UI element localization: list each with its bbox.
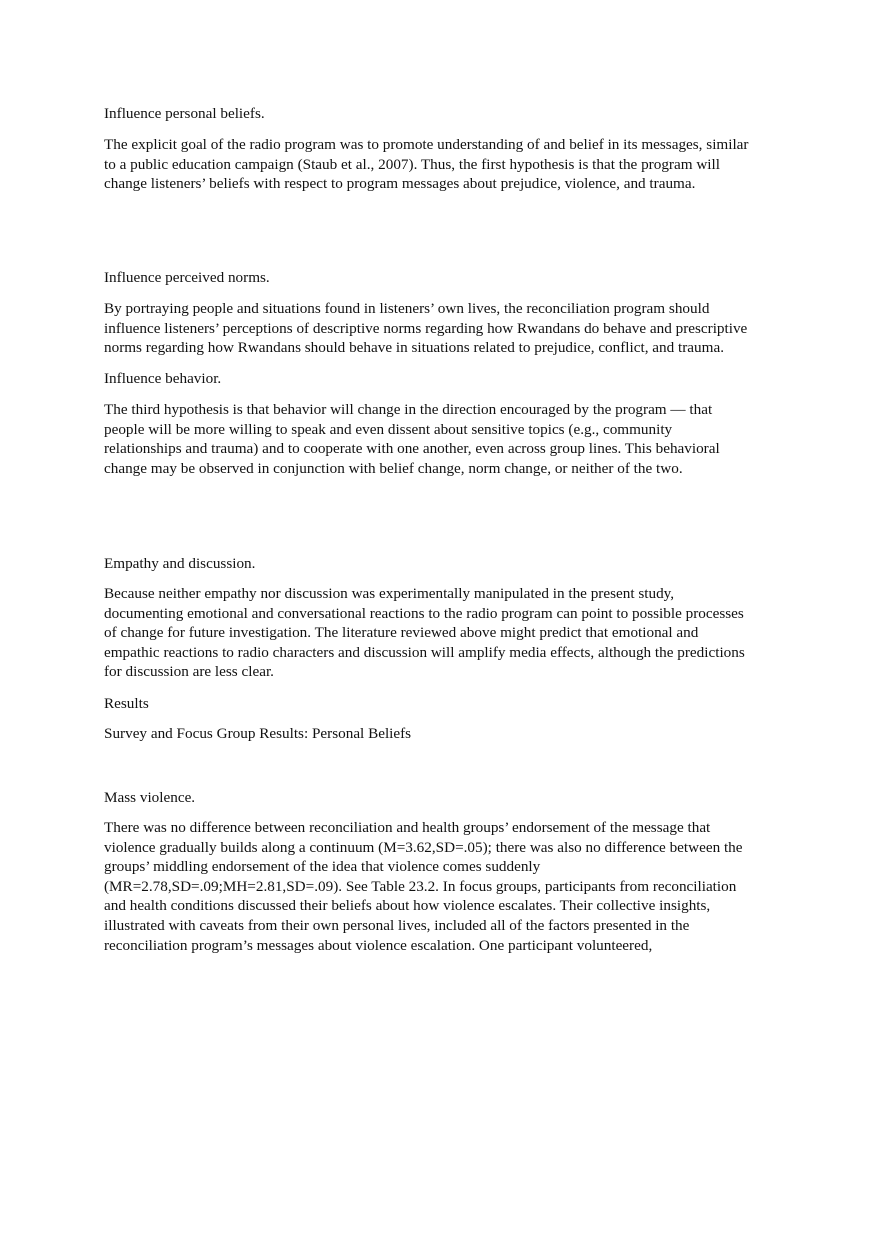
paragraph-line: There was no difference between reconciliation and health groups’ endorsement of the message that [104,819,711,836]
heading-mass-violence [104,788,784,808]
paragraph-line: documenting emotional and conversational reactions to the radio program can point to possible processes [104,604,744,622]
heading-influence-behavior [104,369,784,389]
heading-text: Results [104,695,149,712]
paragraph-line: groups’ middling endorsement of the idea that violence comes suddenly [104,858,541,876]
paragraph-perceived-norms [104,299,784,358]
paragraph-line: The third hypothesis is that behavior will change in the direction encouraged by the program — that [104,401,713,418]
paragraph-line: Because neither empathy nor discussion was experimentally manipulated in the present study, [104,585,675,602]
paragraph-behavior [104,400,784,478]
paragraph-line: illustrated with caveats from their own personal lives, included all of the factors presented in the [104,916,690,934]
paragraph-line: (MR=2.78,SD=.09;MH=2.81,SD=.09). See Table 23.2. In focus groups, participants from reconciliation [104,877,737,895]
heading-influence-personal-beliefs [104,104,784,124]
heading-text: Influence personal beliefs. [104,105,265,122]
paragraph-line: empathic reactions to radio characters and discussion will amplify media effects, although the predictions [104,643,745,661]
paragraph-mass-violence [104,818,784,955]
paragraph-empathy-and-discussion [104,584,784,682]
heading-results [104,694,784,714]
heading-text: Empathy and discussion. [104,555,256,572]
paragraph-line: for discussion are less clear. [104,663,274,681]
heading-influence-perceived-norms [104,268,784,288]
heading-text: Influence perceived norms. [104,269,270,286]
paragraph-line: change may be observed in conjunction with belief change, norm change, or neither of the two. [104,459,683,477]
paragraph-line: norms regarding how Rwandans should behave in situations related to prejudice, conflict, and trauma. [104,339,724,357]
paragraph-line: to a public education campaign (Staub et al., 2007). Thus, the first hypothesis is that the program will [104,155,720,173]
heading-text: Mass violence. [104,789,196,806]
heading-empathy-and-discussion [104,554,784,574]
paragraph-line: reconciliation program’s messages about violence escalation. One participant volunteered, [104,936,653,954]
heading-survey-focus-group-results [104,724,784,744]
paragraph-line: change listeners’ beliefs with respect to program messages about prejudice, violence, and trauma. [104,175,696,193]
paragraph-line: of change for future investigation. The literature reviewed above might predict that emotional and [104,624,699,642]
paragraph-line: and health conditions discussed their beliefs about how violence escalates. Their collective insights, [104,897,711,915]
heading-text: Influence behavior. [104,370,222,387]
paragraph-line: By portraying people and situations found in listeners’ own lives, the reconciliation program should [104,300,710,317]
heading-text: Survey and Focus Group Results: Personal Beliefs [104,725,412,742]
paragraph-line: violence gradually builds along a continuum (M=3.62,SD=.05); there was also no difference between the [104,838,743,856]
paragraph-line: people will be more willing to speak and even dissent about sensitive topics (e.g., community [104,420,673,438]
paragraph-line: The explicit goal of the radio program was to promote understanding of and belief in its messages, similar [104,136,749,153]
paragraph-line: influence listeners’ perceptions of descriptive norms regarding how Rwandans do behave and prescriptive [104,319,748,337]
paragraph-line: relationships and trauma) and to cooperate with one another, even across group lines. This behavioral [104,440,720,458]
paragraph-personal-beliefs [104,135,784,194]
